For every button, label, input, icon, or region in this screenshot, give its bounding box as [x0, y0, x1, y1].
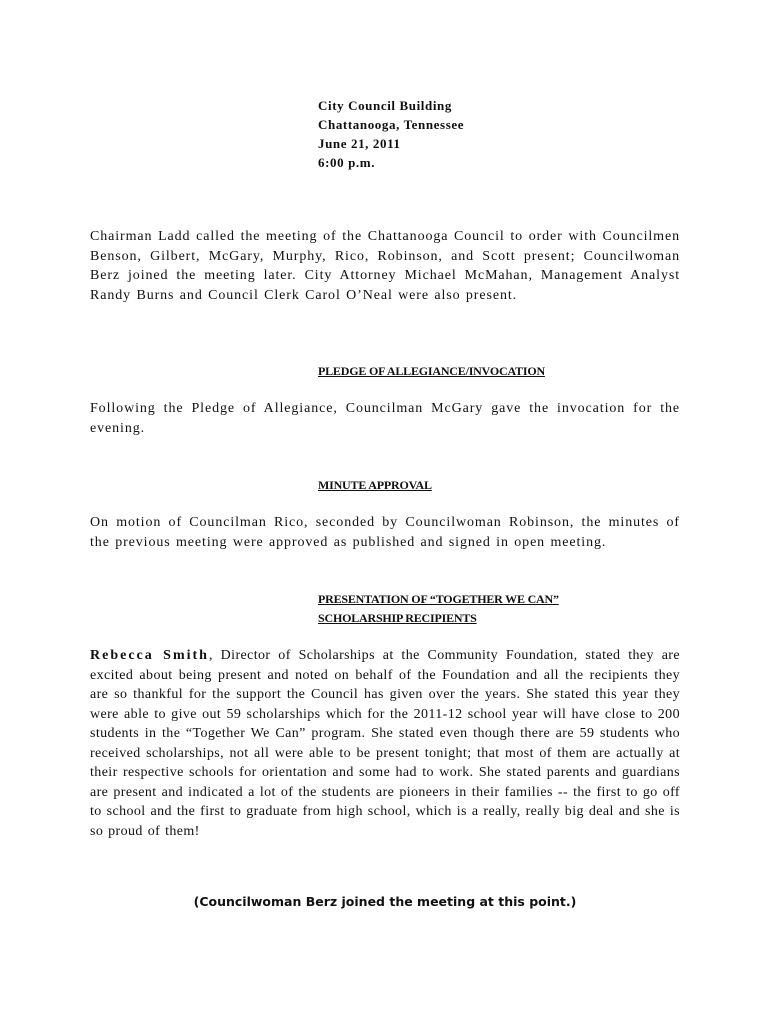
speaker-name: Rebecca Smith [90, 648, 209, 663]
header-city: Chattanooga, Tennessee [318, 117, 465, 132]
minutes-paragraph: On motion of Councilman Rico, seconded by Councilwoman Robinson, the minutes of the previous meeting were approved as published and signed in open meeting. [90, 515, 680, 550]
presentation-text: , Director of Scholarships at the Community Foundation, stated they are excited about being present and noted on behalf of the Foundation and all the recipients they are so thankful for the support the Council has given over the years. She stated this year they were able to give out 59 scholarships which for the 2011-12 school year will have close to 200 students in the “Together We Can” program. She stated even though there are 59 students who received scholarships, not all were able to be present tonight; that most of them are actually at their respective schools for orientation and some had to work. She stated parents and guardians are present and indicated a lot of the students are pioneers in their families -- the first to go off to school and the first to graduate from high school, which is a really, really big deal and she is so proud of them! [90, 648, 680, 839]
pledge-paragraph: Following the Pledge of Allegiance, Councilman McGary gave the invocation for the evening. [90, 401, 680, 436]
minutes-heading: MINUTE APPROVAL [318, 478, 432, 492]
header-date: June 21, 2011 [318, 136, 401, 151]
presentation-paragraph [90, 646, 680, 841]
pledge-heading: PLEDGE OF ALLEGIANCE/INVOCATION [318, 364, 545, 378]
presentation-heading-line2: SCHOLARSHIP RECIPIENTS [318, 611, 477, 625]
meeting-header [318, 96, 464, 172]
presentation-heading-line1: PRESENTATION OF “TOGETHER WE CAN” [318, 592, 559, 606]
header-time: 6:00 p.m. [318, 155, 376, 170]
intro-paragraph: Chairman Ladd called the meeting of the Chattanooga Council to order with Councilmen Benson, Gilbert, McGary, Murphy, Rico, Robinson, and Scott present; Councilwoman Berz joined the meeting later. City Attorney Michael McMahan, Management Analyst Randy Burns and Council Clerk Carol O’Neal were also present. [90, 229, 680, 303]
header-location: City Council Building [318, 98, 452, 113]
meeting-note: (Councilwoman Berz joined the meeting at this point.) [193, 894, 577, 909]
